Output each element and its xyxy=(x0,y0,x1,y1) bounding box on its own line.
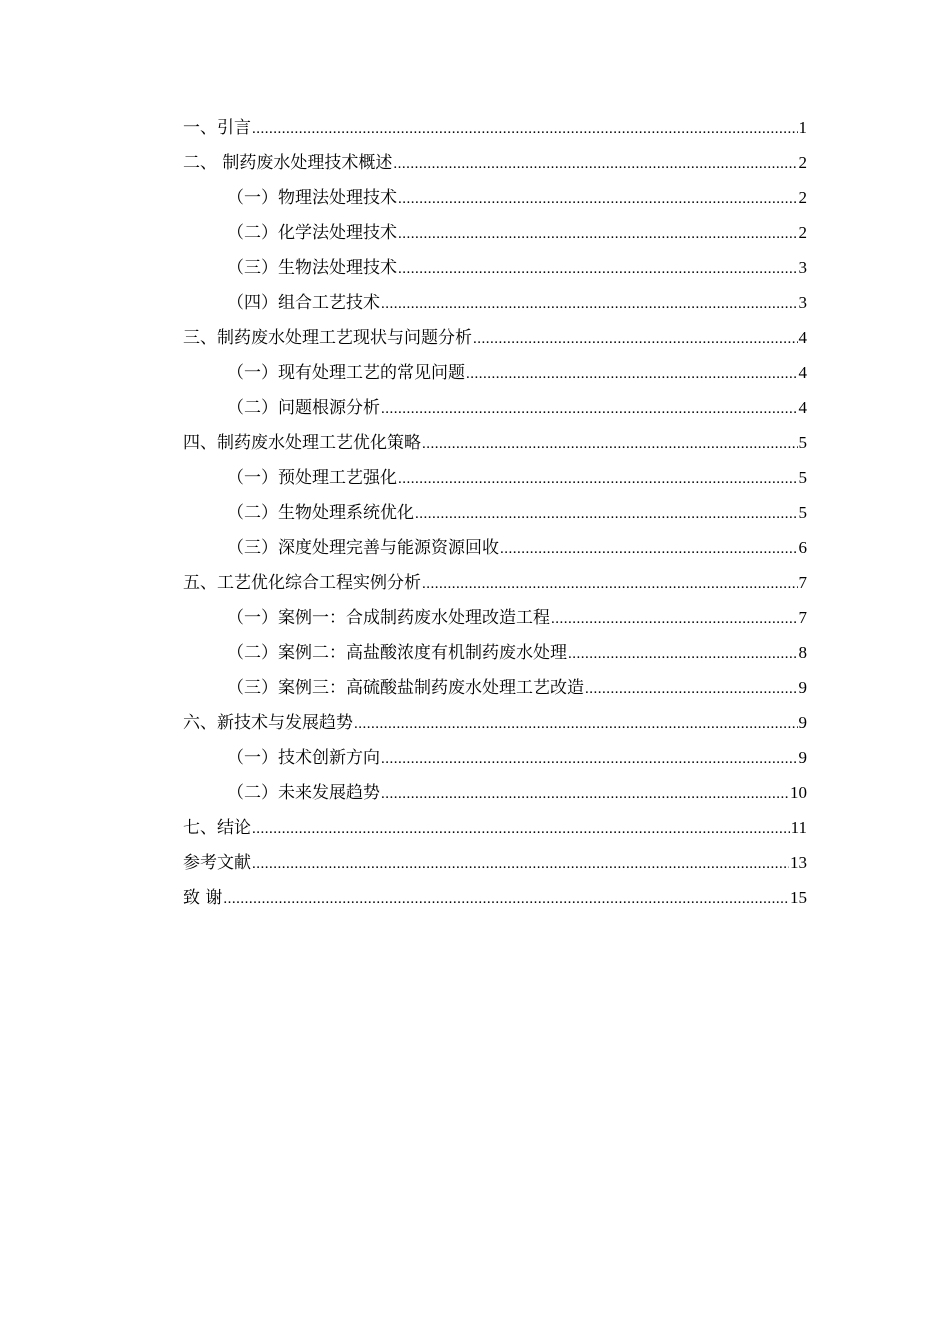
toc-entry-page-number: 7 xyxy=(798,573,807,592)
toc-entry-17[interactable] xyxy=(183,670,807,705)
toc-dot-leader xyxy=(252,812,790,847)
toc-entry-20[interactable] xyxy=(183,775,807,810)
toc-entry-page-number: 6 xyxy=(798,538,807,557)
toc-dot-leader xyxy=(422,567,798,602)
toc-entry-page-number: 2 xyxy=(798,153,807,172)
toc-entry-page-number: 1 xyxy=(798,118,807,137)
toc-entry-page-number: 7 xyxy=(798,608,807,627)
toc-dot-leader xyxy=(585,672,798,707)
toc-entry-title: 二、 制药废水处理技术概述 xyxy=(183,153,393,173)
toc-entry-title: （二）问题根源分析 xyxy=(227,398,380,418)
toc-dot-leader xyxy=(381,777,789,812)
toc-entry-15[interactable] xyxy=(183,600,807,635)
toc-entry-page-number: 13 xyxy=(790,853,807,872)
toc-entry-page-number: 5 xyxy=(798,468,807,487)
toc-entry-page-number: 3 xyxy=(798,293,807,312)
toc-entry-page-number: 2 xyxy=(798,223,807,242)
toc-entry-21[interactable] xyxy=(183,810,807,845)
toc-dot-leader xyxy=(415,497,798,532)
toc-dot-leader xyxy=(252,112,798,147)
toc-dot-leader xyxy=(381,287,798,322)
toc-entry-19[interactable] xyxy=(183,740,807,775)
toc-entry-page-number: 15 xyxy=(790,888,807,907)
toc-dot-leader xyxy=(551,602,798,637)
toc-entry-title: （二）未来发展趋势 xyxy=(227,783,380,803)
toc-entry-title: 四、制药废水处理工艺优化策略 xyxy=(183,433,421,453)
toc-entry-8[interactable] xyxy=(183,355,807,390)
toc-entry-13[interactable] xyxy=(183,530,807,565)
toc-dot-leader xyxy=(422,427,798,462)
toc-entry-4[interactable] xyxy=(183,215,807,250)
toc-entry-22[interactable] xyxy=(183,845,807,880)
toc-dot-leader xyxy=(393,147,797,182)
toc-dot-leader xyxy=(398,462,798,497)
toc-entry-2[interactable] xyxy=(183,145,807,180)
toc-entry-title: 五、工艺优化综合工程实例分析 xyxy=(183,573,421,593)
toc-entry-title: 致 谢 xyxy=(183,888,223,908)
toc-dot-leader xyxy=(398,182,798,217)
toc-dot-leader xyxy=(466,357,798,392)
toc-entry-page-number: 4 xyxy=(798,398,807,417)
toc-entry-9[interactable] xyxy=(183,390,807,425)
toc-entry-page-number: 5 xyxy=(798,433,807,452)
toc-entry-title: 六、新技术与发展趋势 xyxy=(183,713,353,733)
toc-entry-page-number: 5 xyxy=(798,503,807,522)
toc-entry-page-number: 9 xyxy=(798,678,807,697)
toc-entry-16[interactable] xyxy=(183,635,807,670)
toc-entry-page-number: 2 xyxy=(798,188,807,207)
toc-entry-5[interactable] xyxy=(183,250,807,285)
toc-dot-leader xyxy=(500,532,798,567)
toc-dot-leader xyxy=(223,882,789,917)
toc-entry-title: （一）预处理工艺强化 xyxy=(227,468,397,488)
toc-dot-leader xyxy=(473,322,798,357)
toc-dot-leader xyxy=(568,637,798,672)
toc-entry-title: （三）生物法处理技术 xyxy=(227,258,397,278)
toc-entry-title: 七、结论 xyxy=(183,818,251,838)
toc-entry-10[interactable] xyxy=(183,425,807,460)
toc-dot-leader xyxy=(398,217,798,252)
table-of-contents xyxy=(183,110,807,915)
toc-entry-page-number: 4 xyxy=(798,328,807,347)
toc-entry-page-number: 8 xyxy=(798,643,807,662)
toc-entry-title: 三、制药废水处理工艺现状与问题分析 xyxy=(183,328,472,348)
toc-entry-page-number: 4 xyxy=(798,363,807,382)
toc-entry-title: （一）物理法处理技术 xyxy=(227,188,397,208)
toc-entry-12[interactable] xyxy=(183,495,807,530)
toc-entry-title: （一）技术创新方向 xyxy=(227,748,380,768)
toc-dot-leader xyxy=(381,392,798,427)
toc-entry-page-number: 9 xyxy=(798,713,807,732)
toc-entry-7[interactable] xyxy=(183,320,807,355)
toc-entry-1[interactable] xyxy=(183,110,807,145)
toc-dot-leader xyxy=(252,847,789,882)
toc-entry-23[interactable] xyxy=(183,880,807,915)
toc-entry-title: （二）化学法处理技术 xyxy=(227,223,397,243)
toc-entry-page-number: 11 xyxy=(790,818,807,837)
toc-entry-6[interactable] xyxy=(183,285,807,320)
toc-entry-title: （三）深度处理完善与能源资源回收 xyxy=(227,538,499,558)
toc-entry-title: （二）案例二：高盐酸浓度有机制药废水处理 xyxy=(227,643,567,663)
toc-entry-title: 一、引言 xyxy=(183,118,251,138)
toc-entry-title: （二）生物处理系统优化 xyxy=(227,503,414,523)
toc-entry-title: （四）组合工艺技术 xyxy=(227,293,380,313)
toc-entry-title: （三）案例三：高硫酸盐制药废水处理工艺改造 xyxy=(227,678,584,698)
toc-dot-leader xyxy=(381,742,798,777)
toc-entry-14[interactable] xyxy=(183,565,807,600)
toc-entry-page-number: 9 xyxy=(798,748,807,767)
toc-entry-3[interactable] xyxy=(183,180,807,215)
toc-entry-title: （一）现有处理工艺的常见问题 xyxy=(227,363,465,383)
toc-entry-11[interactable] xyxy=(183,460,807,495)
toc-dot-leader xyxy=(354,707,798,742)
toc-dot-leader xyxy=(398,252,798,287)
toc-entry-title: 参考文献 xyxy=(183,853,251,873)
toc-entry-page-number: 3 xyxy=(798,258,807,277)
toc-entry-18[interactable] xyxy=(183,705,807,740)
toc-entry-title: （一）案例一：合成制药废水处理改造工程 xyxy=(227,608,550,628)
toc-entry-page-number: 10 xyxy=(790,783,807,802)
